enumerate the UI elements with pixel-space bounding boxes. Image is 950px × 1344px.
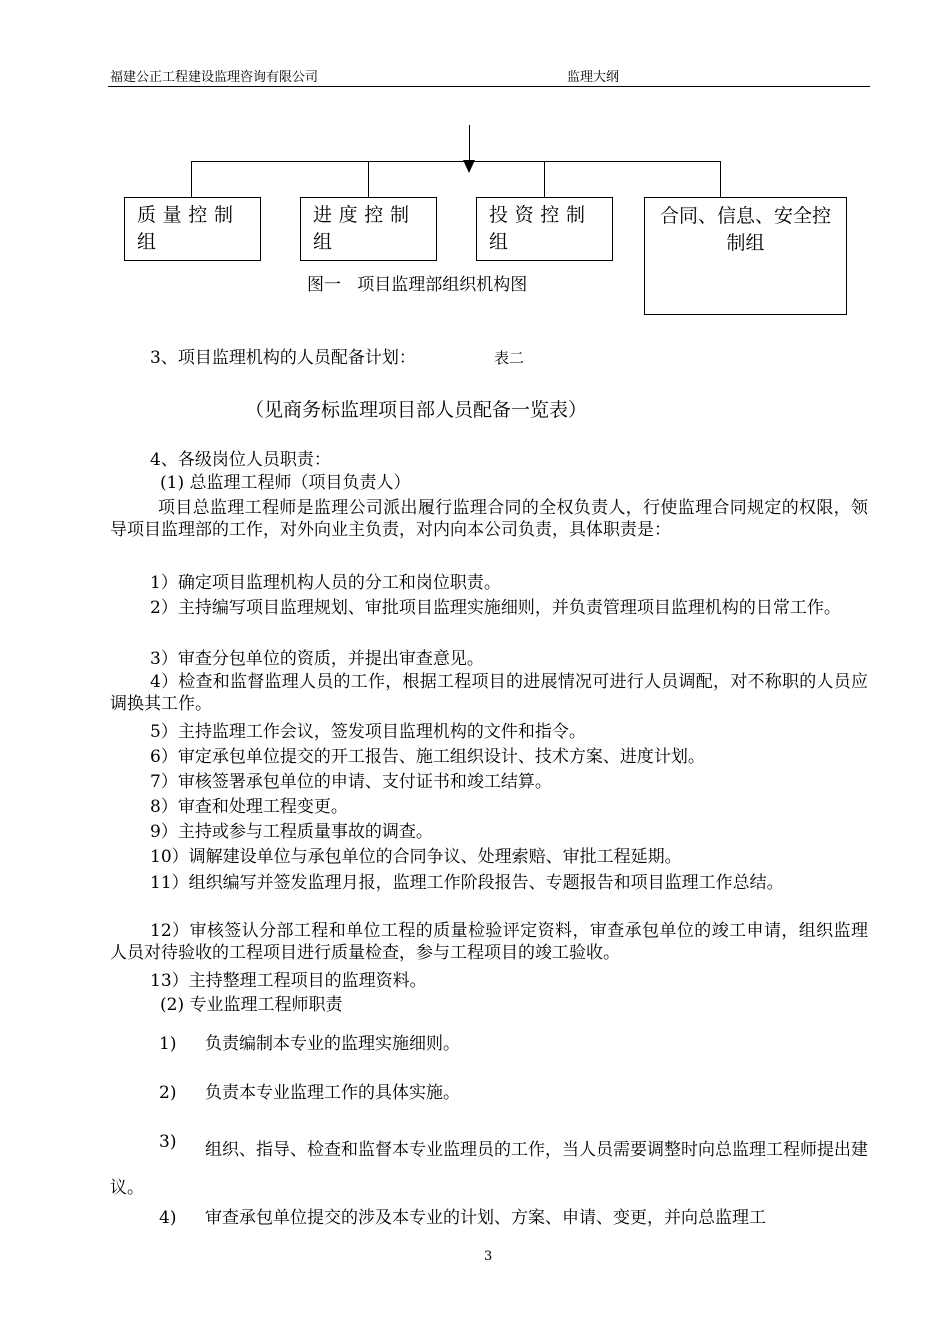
sub1-title: (1) 总监理工程师（项目负责人） (160, 473, 411, 493)
sub2-item-text: 审查承包单位提交的涉及本专业的计划、方案、申请、变更，并向总监理工 (205, 1208, 766, 1228)
branch-drop-1 (191, 161, 192, 197)
duty-item: 9）主持或参与工程质量事故的调查。 (150, 822, 433, 842)
header-company: 福建公正工程建设监理咨询有限公司 (110, 70, 319, 85)
branch-drop-3 (544, 161, 545, 197)
org-chart-caption: 图一 项目监理部组织机构图 (307, 275, 528, 295)
sub2-item-num: 3) (159, 1132, 177, 1152)
section3-table-ref: 表二 (494, 349, 525, 367)
arrow-down-icon (463, 160, 475, 174)
duty-item: 3）审查分包单位的资质，并提出审查意见。 (150, 649, 484, 669)
sub2-item-num: 4) (159, 1208, 177, 1228)
sub2-item-text: 组织、指导、检查和监督本专业监理员的工作，当人员需要调整时向总监理工程师提出建议。 (110, 1140, 868, 1198)
branch-drop-4 (720, 161, 721, 197)
connector-line (469, 125, 470, 165)
org-box-quality: 质量控制组 (124, 197, 261, 261)
branch-line (191, 161, 720, 162)
sub2-item-text: 负责编制本专业的监理实施细则。 (205, 1034, 460, 1054)
branch-drop-2 (368, 161, 369, 197)
section3-title: 3、项目监理机构的人员配备计划： (150, 348, 416, 368)
duty-item: 13）主持整理工程项目的监理资料。 (150, 971, 427, 991)
duty-item: 10）调解建设单位与承包单位的合同争议、处理索赔、审批工程延期。 (150, 847, 682, 867)
sub2-item-text: 负责本专业监理工作的具体实施。 (205, 1083, 460, 1103)
duty-item: 2）主持编写项目监理规划、审批项目监理实施细则，并负责管理项目监理机构的日常工作。 (150, 598, 841, 618)
duty-item: 4）检查和监督监理人员的工作，根据工程项目的进展情况可进行人员调配，对不称职的人员应调换其工作。 (110, 672, 868, 714)
duty-item: 7）审核签署承包单位的申请、支付证书和竣工结算。 (150, 772, 552, 792)
section4-title: 4、各级岗位人员职责： (150, 450, 331, 470)
org-box-contract-info-safety: 合同、信息、安全控制组 (644, 197, 847, 315)
duty-item: 12）审核签认分部工程和单位工程的质量检验评定资料，审查承包单位的竣工申请，组织监理人员对待验收的工程项目进行质量检查，参与工程项目的竣工验收。 (110, 921, 868, 963)
sub2-item-num: 2) (159, 1083, 177, 1103)
duty-item: 5）主持监理工作会议，签发项目监理机构的文件和指令。 (150, 722, 586, 742)
header-divider (108, 86, 870, 87)
org-box-schedule: 进度控制组 (300, 197, 437, 261)
sub2-title: (2) 专业监理工程师职责 (160, 995, 343, 1015)
org-box-investment: 投资控制组 (476, 197, 613, 261)
duty-item: 1）确定项目监理机构人员的分工和岗位职责。 (150, 573, 501, 593)
header-doc-title: 监理大纲 (567, 70, 620, 85)
section3-note: （见商务标监理项目部人员配备一览表） (245, 399, 588, 421)
duty-item: 6）审定承包单位提交的开工报告、施工组织设计、技术方案、进度计划。 (150, 747, 705, 767)
duty-item: 11）组织编写并签发监理月报，监理工作阶段报告、专题报告和项目监理工作总结。 (150, 873, 784, 893)
page-number: 3 (484, 1249, 493, 1264)
sub2-item-num: 1) (159, 1034, 177, 1054)
sub1-intro: 项目总监理工程师是监理公司派出履行监理合同的全权负责人，行使监理合同规定的权限，领导项目监理部的工作，对外向业主负责，对内向本公司负责，具体职责是： (110, 498, 868, 540)
duty-item: 8）审查和处理工程变更。 (150, 797, 348, 817)
